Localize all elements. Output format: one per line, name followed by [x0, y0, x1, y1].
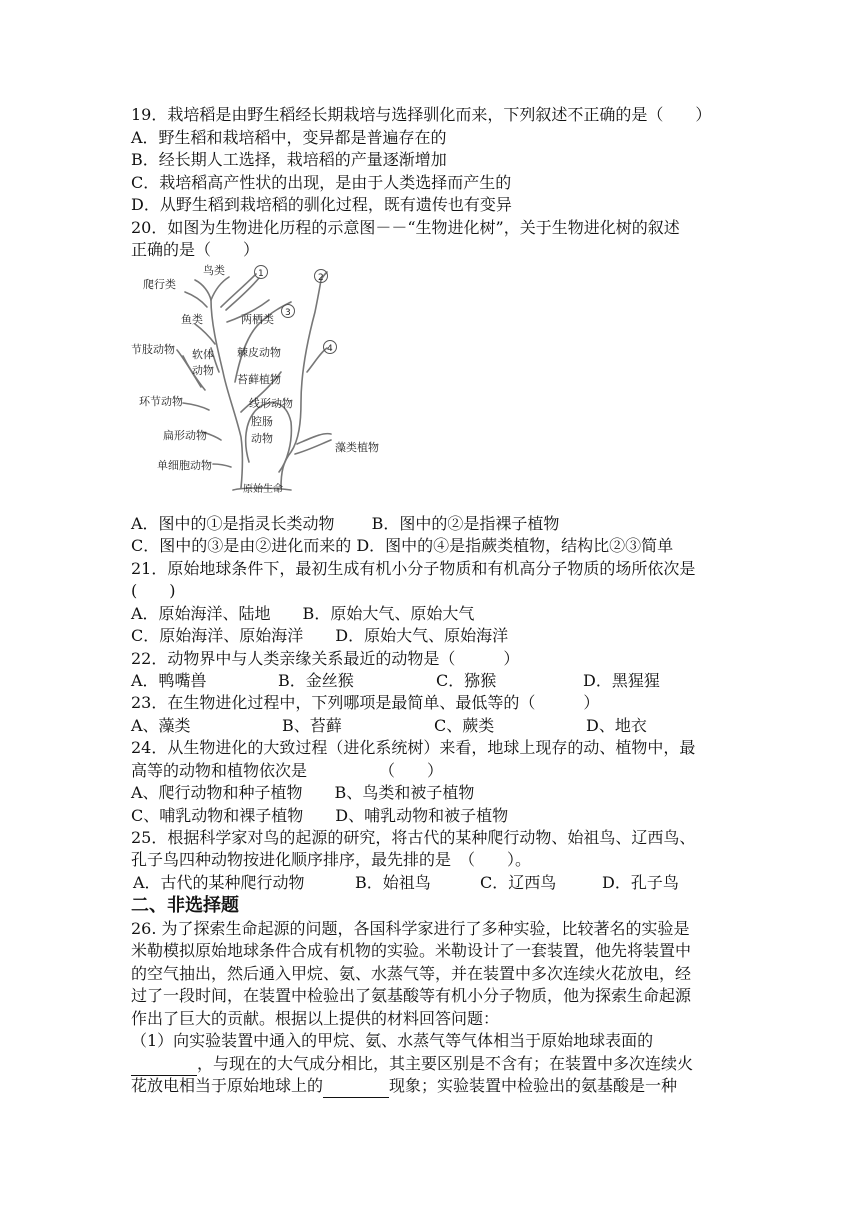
q23-option-c: C、蕨类 — [434, 716, 495, 735]
answer-blank[interactable] — [323, 1075, 389, 1098]
fig-num-1: 1 — [258, 269, 264, 279]
fig-label-arthropod: 节肢动物 — [131, 343, 175, 356]
q26-sub1-text3a: 花放电相当于原始地球上的 — [131, 1076, 324, 1095]
q21-options-cd: C．原始海洋、原始海洋 D．原始大气、原始海洋 — [131, 626, 509, 645]
q19-stem: 19．栽培稻是由野生稻经长期栽培与选择驯化而来，下列叙述不正确的是（ ） — [131, 105, 712, 124]
q20-stem-line2: 正确的是（ ） — [131, 240, 260, 259]
fig-label-mollusc-2: 动物 — [192, 364, 214, 377]
q26-para-line3: 的空气抽出，然后通入甲烷、氨、水蒸气等，并在装置中多次连续火花放电，经 — [131, 964, 692, 983]
q21-stem-line1: 21．原始地球条件下，最初生成有机小分子物质和有机高分子物质的场所依次是 — [131, 559, 696, 578]
fig-label-flatworm: 扁形动物 — [163, 429, 207, 442]
evolution-tree-figure — [131, 262, 390, 505]
q25-option-b: B．始祖鸟 — [355, 873, 431, 892]
q26-sub1-line3 — [131, 1075, 731, 1098]
q22-stem: 22．动物界中与人类亲缘关系最近的动物是（ ） — [131, 649, 520, 668]
q20-options-cd: C．图中的③是由②进化而来的 D．图中的④是指蕨类植物，结构比②③简单 — [131, 536, 674, 555]
section-heading: 二、非选择题 — [131, 895, 239, 916]
q26-para-line1: 26. 为了探索生命起源的问题，各国科学家进行了多种实验，比较著名的实验是 — [131, 919, 690, 938]
q25-stem-line1: 25．根据科学家对鸟的起源的研究，将古代的某种爬行动物、始祖鸟、辽西鸟、 — [131, 828, 696, 847]
fig-label-annelid: 环节动物 — [139, 395, 183, 408]
q21-options-ab: A．原始海洋、陆地 B．原始大气、原始大气 — [131, 604, 475, 623]
q26-sub1-text3b: 现象；实验装置中检验出的氨基酸是一种 — [389, 1076, 678, 1095]
q22-option-c: C．猕猴 — [436, 671, 497, 690]
fig-num-4: 4 — [327, 344, 333, 354]
q25-option-c: C．辽西鸟 — [480, 873, 557, 892]
q20-options-ab: A．图中的①是指灵长类动物 B．图中的②是指裸子植物 — [131, 514, 560, 533]
fig-label-fish: 鱼类 — [181, 313, 203, 326]
q26-para-line4: 过了一段时间，在装置中检验出了氨基酸等有机小分子物质，他为探索生命起源 — [131, 986, 692, 1005]
fig-label-nematode: 线形动物 — [249, 397, 293, 410]
q23-option-a: A、藻类 — [131, 716, 191, 735]
q19-option-c: C．栽培稻高产性状的出现，是由于人类选择而产生的 — [131, 173, 512, 192]
q25-option-a: A．古代的某种爬行动物 — [133, 873, 305, 892]
q23-option-d: D、地衣 — [586, 716, 647, 735]
q26-para-line2: 米勒模拟原始地球条件合成有机物的实验。米勒设计了一套装置，他先将装置中 — [131, 941, 692, 960]
q19-option-b: B．经长期人工选择，栽培稻的产量逐渐增加 — [131, 150, 447, 169]
q23-option-b: B、苔藓 — [282, 716, 342, 735]
fig-num-2: 2 — [318, 273, 324, 283]
q24-options-cd: C、哺乳动物和裸子植物 D、哺乳动物和被子植物 — [131, 806, 509, 825]
q22-option-d: D．黑猩猩 — [583, 671, 660, 690]
fig-num-3: 3 — [285, 308, 291, 318]
q25-stem-line2: 孔子鸟四种动物按进化顺序排序，最先排的是 （ ）。 — [131, 850, 532, 869]
q24-options-ab: A、爬行动物和种子植物 B、鸟类和被子植物 — [131, 783, 475, 802]
fig-label-origin: 原始生命 — [243, 484, 283, 495]
q20-stem-line1: 20．如图为生物进化历程的示意图－－“生物进化树”，关于生物进化树的叙述 — [131, 218, 680, 237]
fig-label-coelenterate-1: 腔肠 — [251, 415, 273, 428]
q26-para-line5: 作出了巨大的贡献。根据以上提供的材料回答问题： — [131, 1009, 500, 1028]
fig-label-mollusc-1: 软体 — [192, 348, 214, 361]
fig-label-echinoderm: 棘皮动物 — [237, 346, 281, 359]
fig-label-coelenterate-2: 动物 — [251, 432, 273, 445]
fig-label-algae: 藻类植物 — [335, 441, 379, 454]
q23-stem: 23．在生物进化过程中，下列哪项是最简单、最低等的（ ） — [131, 693, 600, 712]
fig-label-bird: 鸟类 — [203, 264, 225, 277]
q22-option-a: A．鸭嘴兽 — [131, 671, 207, 690]
q26-sub1-line2 — [131, 1053, 731, 1076]
q21-stem-line2: ( ) — [131, 581, 176, 600]
q26-sub1-text2: ，与现在的大气成分相比，其主要区别是不含有；在装置中多次连续火 — [197, 1054, 694, 1073]
fig-label-moss: 苔藓植物 — [237, 373, 281, 386]
answer-blank[interactable] — [131, 1053, 197, 1076]
q22-option-b: B．金丝猴 — [278, 671, 354, 690]
fig-label-amphibian: 两栖类 — [241, 313, 274, 326]
q19-option-d: D．从野生稻到栽培稻的驯化过程，既有遗传也有变异 — [131, 195, 512, 214]
q24-stem-line2: 高等的动物和植物依次是 （ ） — [131, 761, 444, 780]
q19-option-a: A．野生稻和栽培稻中，变异都是普遍存在的 — [131, 128, 447, 147]
q25-option-d: D．孔子鸟 — [602, 873, 679, 892]
fig-label-reptile: 爬行类 — [143, 278, 176, 291]
q24-stem-line1: 24．从生物进化的大致过程（进化系统树）来看，地球上现存的动、植物中，最 — [131, 738, 696, 757]
fig-label-unicellular: 单细胞动物 — [157, 459, 212, 472]
q26-sub1-line1: （1）向实验装置中通入的甲烷、氨、水蒸气等气体相当于原始地球表面的 — [131, 1031, 654, 1050]
